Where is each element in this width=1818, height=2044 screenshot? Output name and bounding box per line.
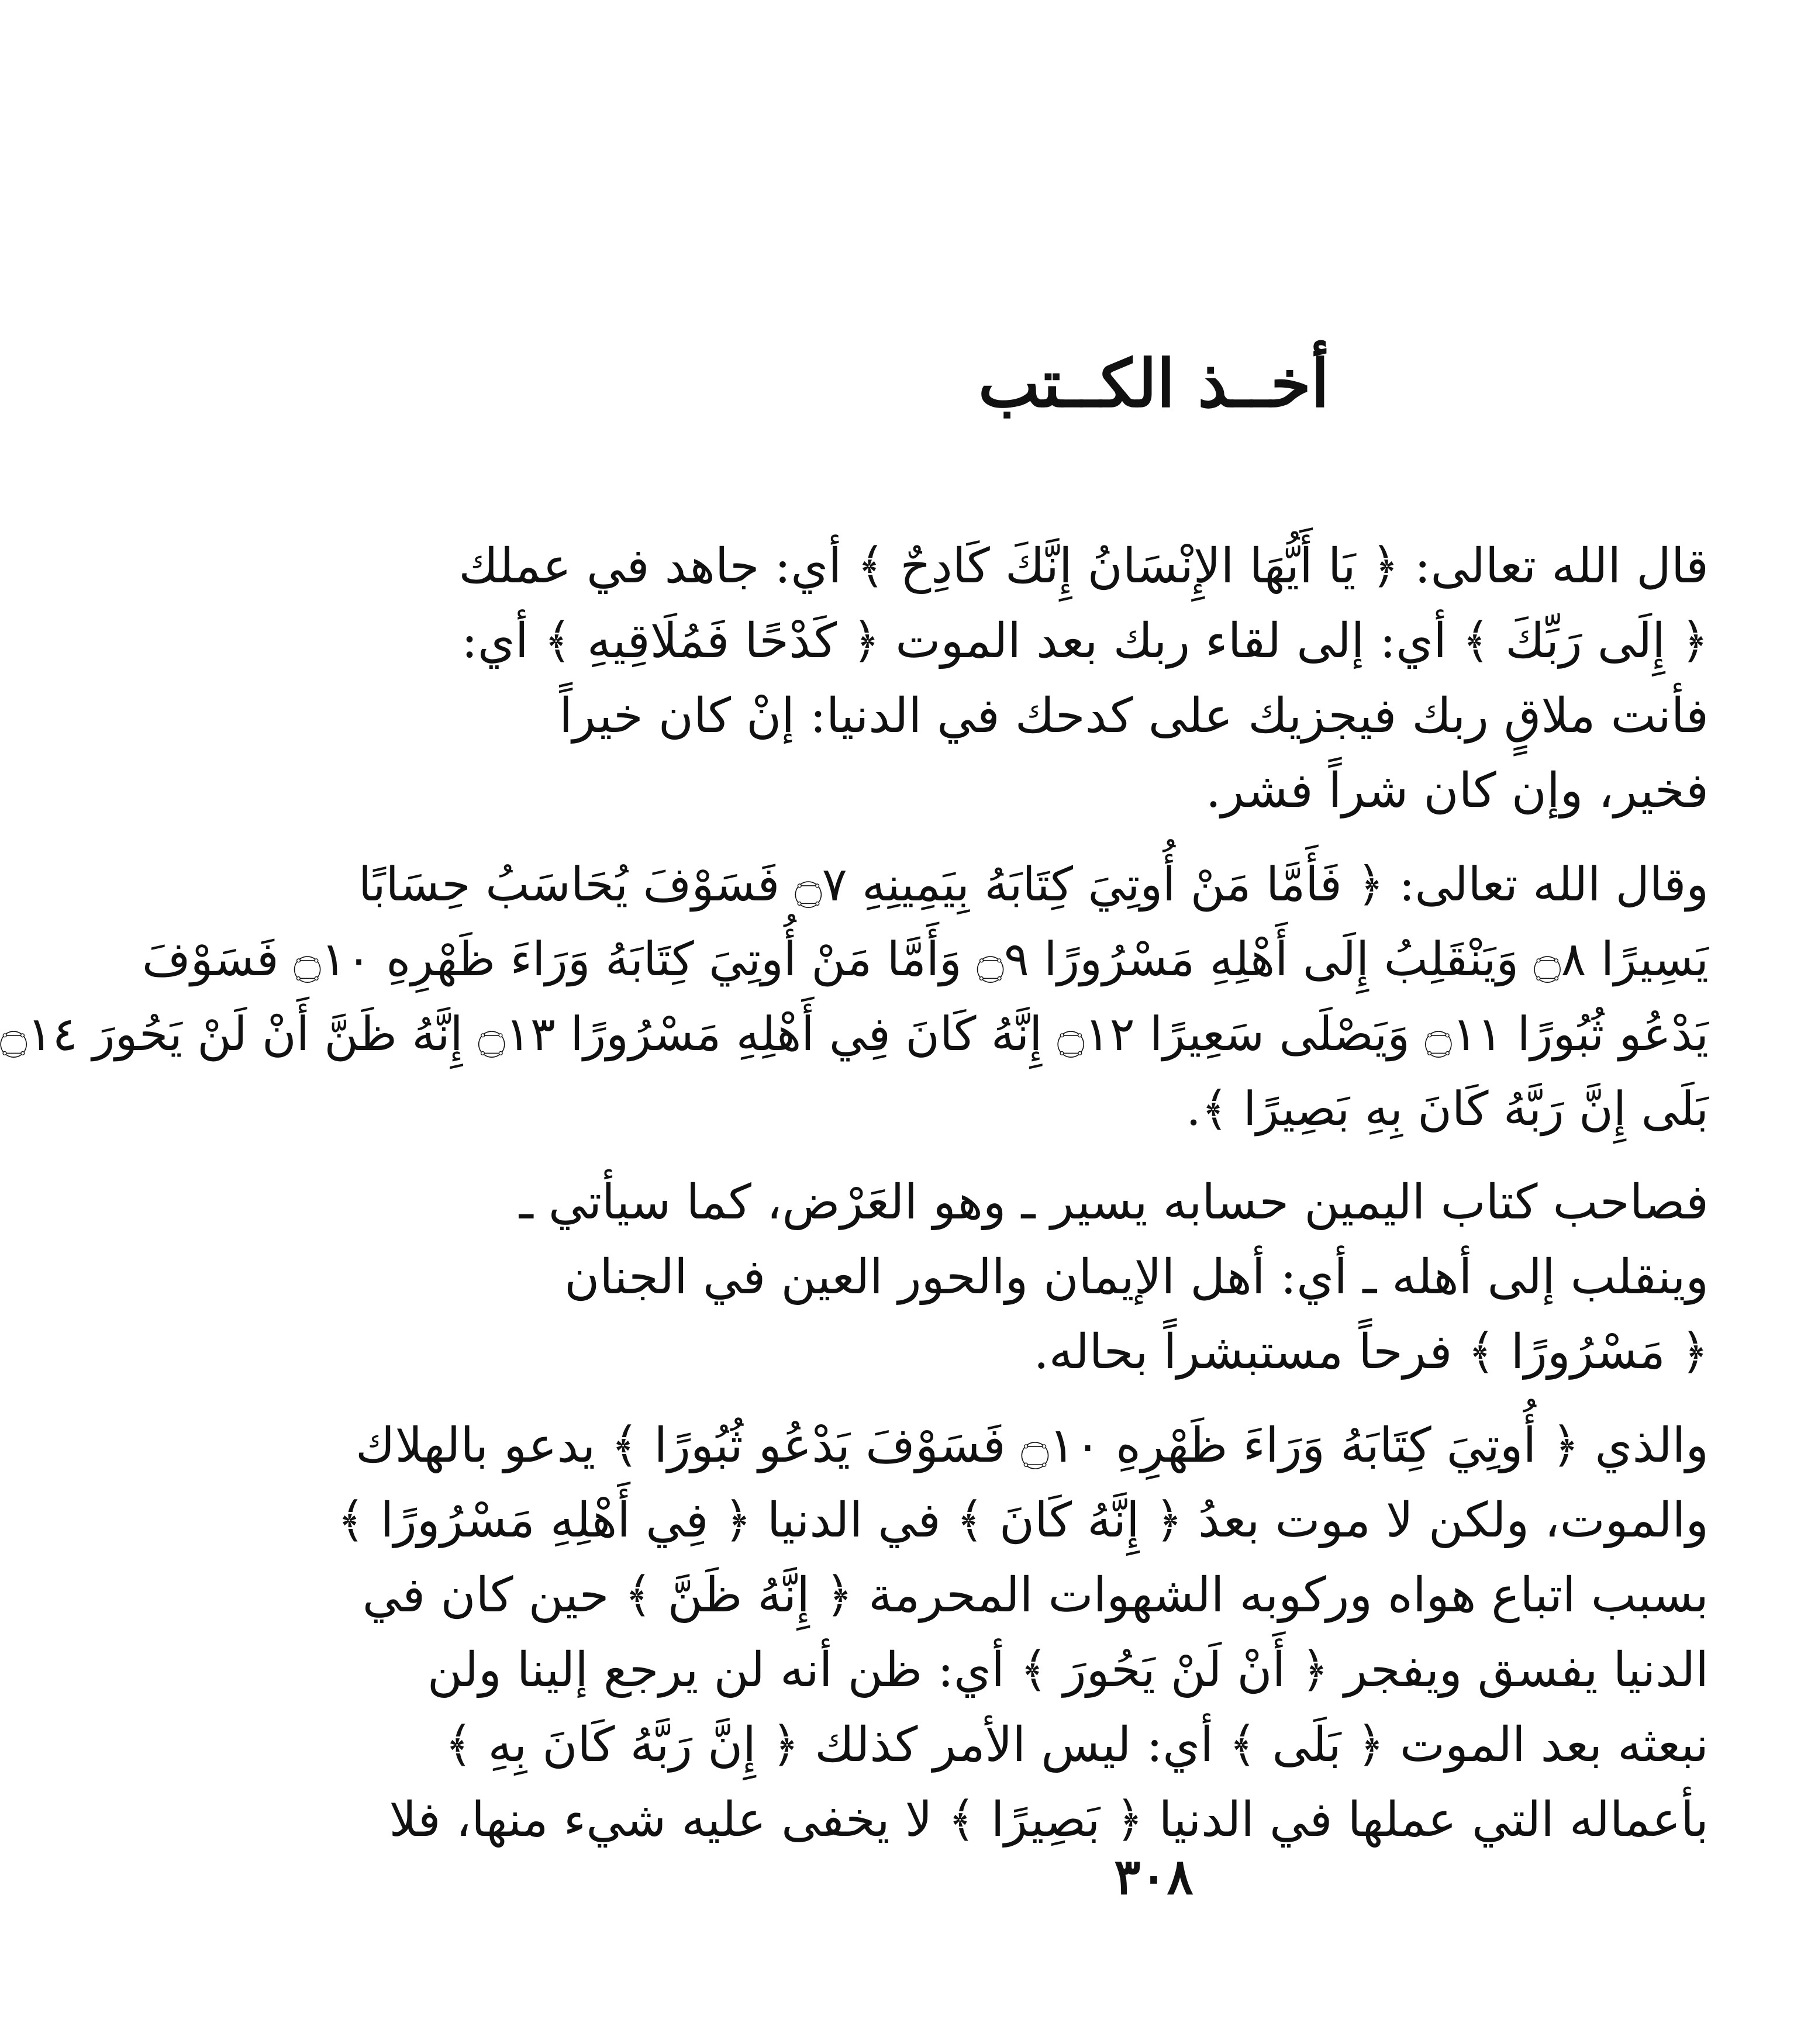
text-line: الدنيا يفسق ويفجر ﴿ أَنْ لَنْ يَحُورَ ﴾ أي: ظن أنه لن يرجع إلينا ولن: [427, 1642, 1709, 1698]
text-line: وقال الله تعالى: ﴿ فَأَمَّا مَنْ أُوتِيَ كِتَابَهُ بِيَمِينِهِ ۝٧ فَسَوْفَ يُحَاسَبُ حِسَابًا: [358, 857, 1709, 911]
paragraph: [458, 529, 1709, 828]
text-line: والذي ﴿ أُوتِيَ كِتَابَهُ وَرَاءَ ظَهْرِهِ ۝١٠ فَسَوْفَ يَدْعُو ثُبُورًا ﴾ يدعو بالهلاك: [356, 1418, 1709, 1473]
text-line: قال الله تعالى: ﴿ يَا أَيُّهَا الإِنْسَانُ إِنَّكَ كَادِحٌ ﴾ أي: جاهد في عملك: [458, 538, 1709, 594]
text-line: بسبب اتباع هواه وركوبه الشهوات المحرمة ﴿ إِنَّهُ ظَنَّ ﴾ حين كان في: [362, 1567, 1709, 1623]
text-line: وينقلب إلى أهله ـ أي: أهل الإيمان والحور العين في الجنان: [564, 1249, 1709, 1305]
text-line: والموت، ولكن لا موت بعدُ ﴿ إِنَّهُ كَانَ ﴾ في الدنيا ﴿ فِي أَهْلِهِ مَسْرُورًا ﴾: [337, 1493, 1709, 1548]
text-line: نبعثه بعد الموت ﴿ بَلَى ﴾ أي: ليس الأمر كذلك ﴿ إِنَّ رَبَّهُ كَانَ بِهِ ﴾: [444, 1717, 1709, 1773]
paragraph: [519, 1165, 1709, 1390]
paragraph: [0, 847, 1709, 1147]
text-line: يَسِيرًا ۝٨ وَيَنْقَلِبُ إِلَى أَهْلِهِ مَسْرُورًا ۝٩ وَأَمَّا مَنْ أُوتِيَ كِتَابَهُ وَرَاءَ ظَهْرِهِ ۝١٠ فَسَوْفَ: [142, 932, 1709, 986]
text-line: يَدْعُو ثُبُورًا ۝١١ وَيَصْلَى سَعِيرًا ۝١٢ إِنَّهُ كَانَ فِي أَهْلِهِ مَسْرُورًا ۝١٣ إِنَّهُ ظَنَّ أَنْ لَنْ يَحُورَ ۝١٤: [0, 1007, 1709, 1061]
chapter-title: أخــذ الكــتب: [978, 346, 1330, 422]
page-number: ٣٠٨: [1114, 1848, 1193, 1905]
text-line: بَلَى إِنَّ رَبَّهُ كَانَ بِهِ بَصِيرًا ﴾.: [1186, 1082, 1709, 1136]
text-line: فخير، وإن كان شراً فشر.: [1205, 763, 1709, 819]
paragraph: [337, 1408, 1709, 1857]
body-text: [0, 529, 1709, 1876]
text-line: ﴿ إِلَى رَبِّكَ ﴾ أي: إلى لقاء ربك بعد الموت ﴿ كَدْحًا فَمُلَاقِيهِ ﴾ أي:: [461, 613, 1709, 669]
text-line: بأعماله التي عملها في الدنيا ﴿ بَصِيرًا ﴾ لا يخفى عليه شيء منها، فلا: [389, 1792, 1709, 1848]
text-line: فصاحب كتاب اليمين حسابه يسير ـ وهو العَرْض، كما سيأتي ـ: [519, 1175, 1709, 1230]
text-line: ﴿ مَسْرُورًا ﴾ فرحاً مستبشراً بحاله.: [1033, 1324, 1709, 1380]
text-line: فأنت ملاقٍ ربك فيجزيك على كدحك في الدنيا: إنْ كان خيراً: [559, 688, 1709, 744]
